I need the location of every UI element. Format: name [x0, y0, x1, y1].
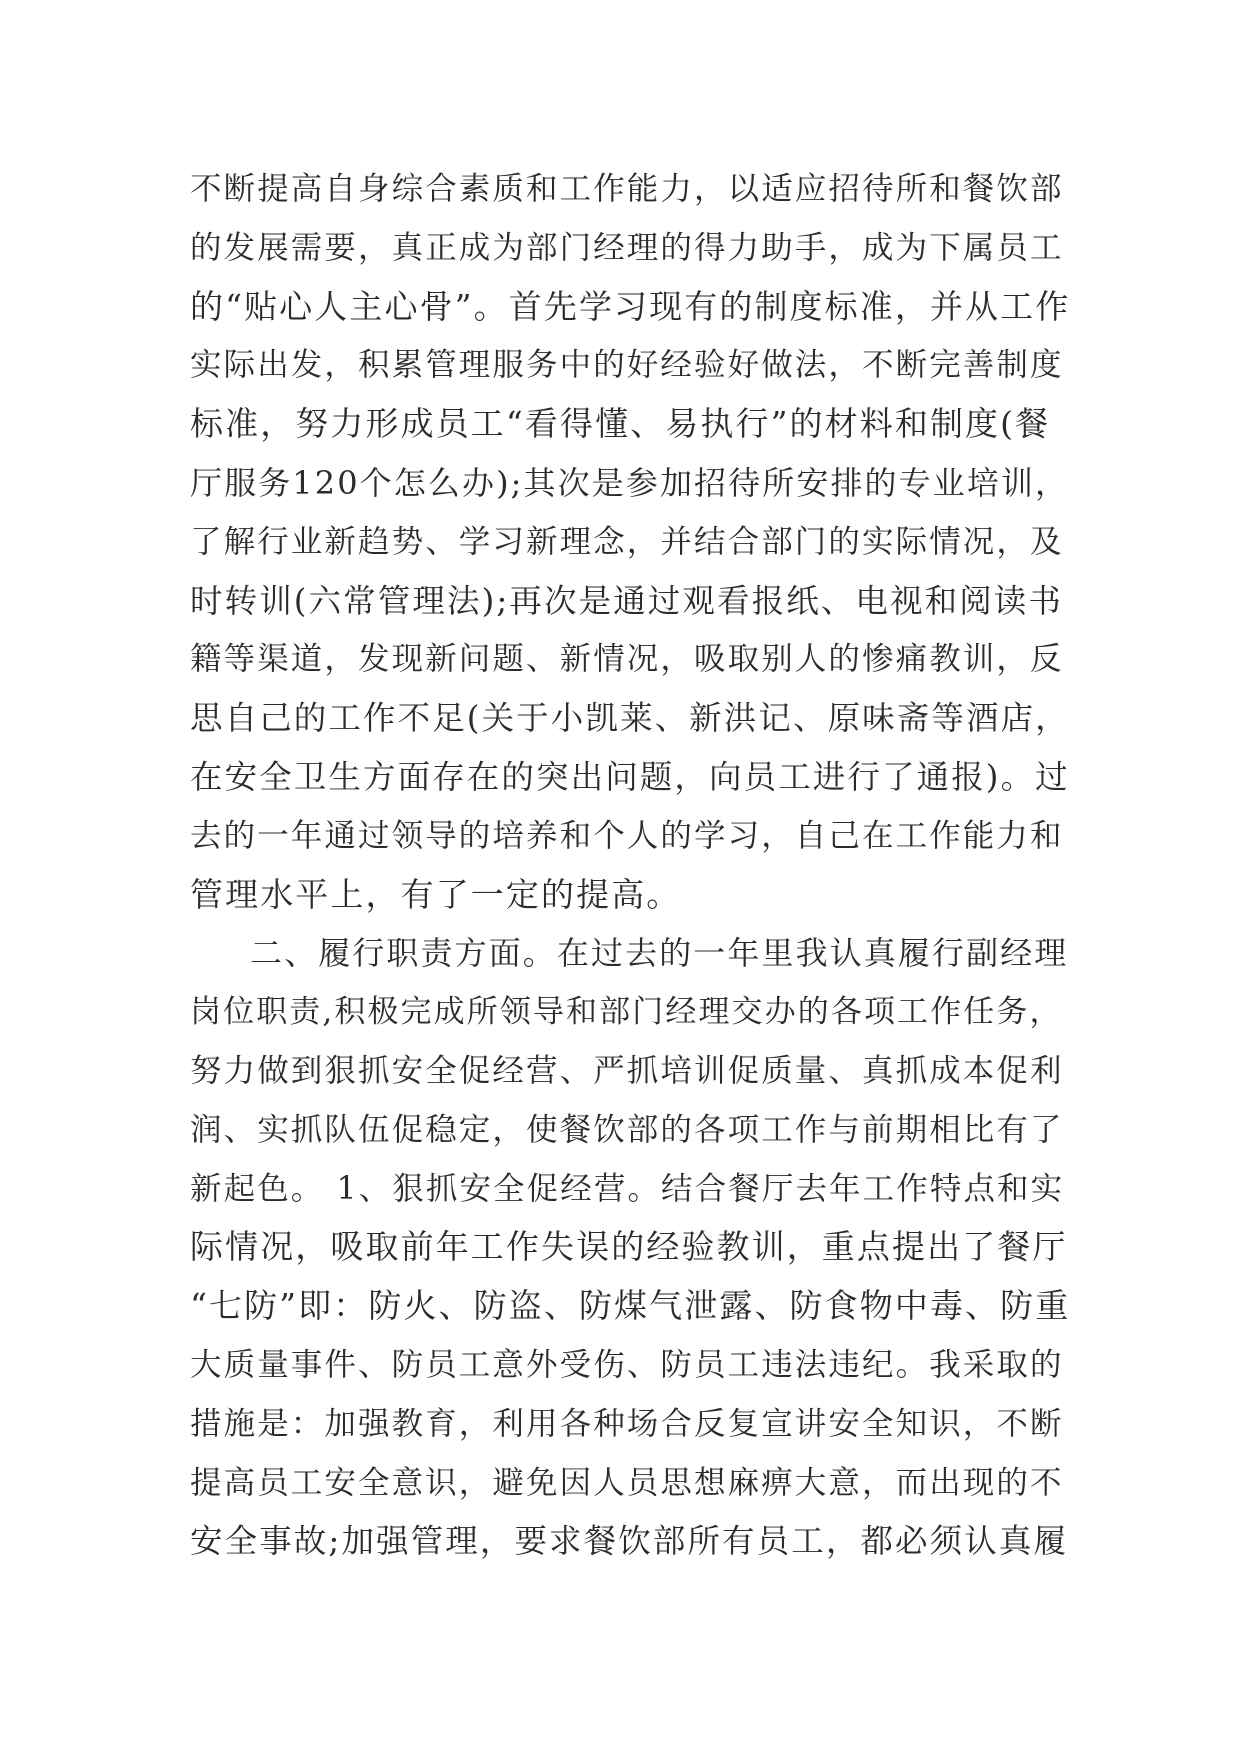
- text-line: 安全事故;加强管理，要求餐饮部所有员工，都必须认真履: [190, 1522, 1069, 1561]
- text-line: 在安全卫生方面存在的突出问题，向员工进行了通报)。过: [190, 757, 1070, 796]
- text-line: 际情况，吸取前年工作失误的经验教训，重点提出了餐厅: [190, 1227, 1068, 1267]
- text-line: 思自己的工作不足(关于小凯莱、新洪记、原味斋等酒店，: [190, 699, 1070, 738]
- text-line: 岗位职责,积极完成所领导和部门经理交办的各项工作任务，: [190, 994, 1063, 1031]
- body-text: [190, 160, 1070, 1571]
- text-line: 不断提高自身综合素质和工作能力，以适应招待所和餐饮部: [190, 171, 1064, 207]
- text-line: 的“贴心人主心骨”。首先学习现有的制度标准，并从工作: [190, 286, 1071, 326]
- text-line: 提高员工安全意识，避免因人员思想麻痹大意，而出现的不: [190, 1464, 1064, 1501]
- text-line: 措施是：加强教育，利用各种场合反复宣讲安全知识，不断: [190, 1405, 1064, 1442]
- text-line: 管理水平上，有了一定的提高。: [190, 874, 682, 914]
- text-line: 新起色。 1、狠抓安全促经营。结合餐厅去年工作特点和实: [190, 1170, 1065, 1207]
- text-line: 的发展需要，真正成为部门经理的得力助手，成为下属员工: [190, 229, 1064, 266]
- text-line: 大质量事件、防员工意外受伤、防员工违法违纪。我采取的: [190, 1346, 1064, 1383]
- text-line: 去的一年通过领导的培养和个人的学习，自己在工作能力和: [190, 817, 1064, 854]
- text-line: 了解行业新趋势、学习新理念，并结合部门的实际情况，及: [190, 523, 1064, 560]
- text-line: 时转训(六常管理法);再次是通过观看报纸、电视和阅读书: [190, 581, 1064, 620]
- text-line: 润、实抓队伍促稳定，使餐饮部的各项工作与前期相比有了: [190, 1111, 1064, 1148]
- text-line: 标准，努力形成员工“看得懂、易执行”的材料和制度(餐: [190, 404, 1051, 444]
- section-heading-line: 二、履行职责方面。在过去的一年里我认真履行副经理: [250, 934, 1069, 973]
- text-line: “七防”即：防火、防盗、防煤气泄露、防食物中毒、防重: [190, 1286, 1071, 1326]
- text-line: 实际出发，积累管理服务中的好经验好做法，不断完善制度: [190, 347, 1064, 384]
- text-line: 籍等渠道，发现新问题、新情况，吸取别人的惨痛教训，反: [190, 641, 1064, 678]
- text-line: 努力做到狠抓安全促经营、严抓培训促质量、真抓成本促利: [190, 1052, 1064, 1089]
- text-line: 厅服务120个怎么办);其次是参加招待所安排的专业培训，: [190, 463, 1070, 502]
